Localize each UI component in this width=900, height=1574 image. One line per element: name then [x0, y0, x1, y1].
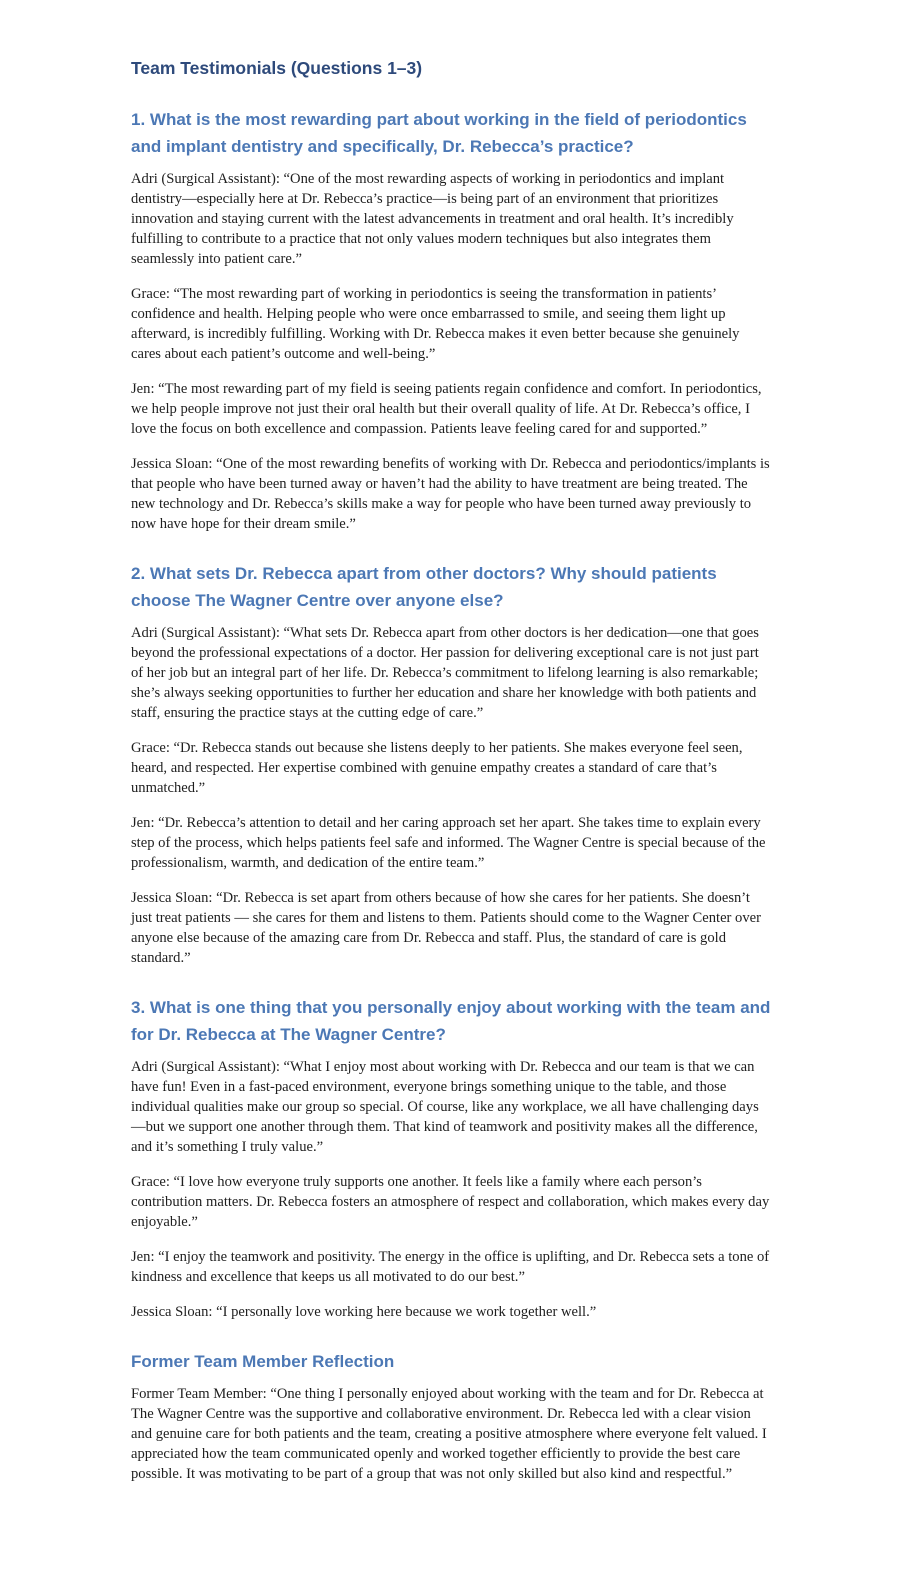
testimonial-paragraph: Adri (Surgical Assistant): “One of the most rewarding aspects of working in periodontics and implant dentistry—especially here at Dr. Rebecca’s practice—is being part of an environment that prioritizes innovation and staying current with the latest advancements in treatment and oral health. It’s incredibly fulfilling to contribute to a practice that not only values modern techniques but also integrates them seamlessly into patient care.” — [131, 171, 734, 267]
testimonial-paragraph: Former Team Member: “One thing I personally enjoyed about working with the team and for Dr. Rebecca at The Wagner Centre was the supportive and collaborative environment. Dr. Rebecca led with a clear vision and genuine care for both patients and the team, creating a positive atmosphere where everyone felt valued. I appreciated how the team communicated openly and worked together efficiently to provide the best care possible. It was motivating to be part of a group that was not only skilled but also kind and respectful.” — [131, 1386, 767, 1482]
testimonial-paragraph: Adri (Surgical Assistant): “What sets Dr. Rebecca apart from other doctors is her dedication—one that goes beyond the professional expectations of a doctor. Her passion for delivering exceptional care is not just part of her job but an integral part of her life. Dr. Rebecca’s commitment to lifelong learning is also remarkable; she’s always seeking opportunities to further her education and share her knowledge with both patients and staff, ensuring the practice stays at the cutting edge of care.” — [131, 625, 759, 721]
qa-section — [131, 1348, 771, 1484]
section-heading: Former Team Member Reflection — [131, 1352, 395, 1371]
testimonial-paragraph: Grace: “Dr. Rebecca stands out because she listens deeply to her patients. She makes everyone feel seen, heard, and respected. Her expertise combined with genuine empathy creates a standard of care that’s unmatched.” — [131, 740, 743, 796]
testimonial-paragraph: Jen: “I enjoy the teamwork and positivity. The energy in the office is uplifting, and Dr. Rebecca sets a tone of kindness and excellence that keeps us all motivated to do our best.” — [131, 1249, 770, 1285]
section-heading: 1. What is the most rewarding part about working in the field of periodontics and implant dentistry and specifically, Dr. Rebecca’s practice? — [131, 110, 747, 156]
testimonial-paragraph: Grace: “The most rewarding part of working in periodontics is seeing the transformation in patients’ confidence and health. Helping people who were once embarrassed to smile, and seeing them light up afterward, is incredibly fulfilling. Working with Dr. Rebecca makes it even better because she genuinely cares about each patient’s outcome and well-being.” — [131, 286, 740, 362]
document-title: Team Testimonials (Questions 1–3) — [131, 58, 423, 78]
qa-section — [131, 106, 771, 534]
qa-section — [131, 994, 771, 1322]
testimonial-paragraph: Adri (Surgical Assistant): “What I enjoy most about working with Dr. Rebecca and our team is that we can have fun! Even in a fast-paced environment, everyone brings something unique to the table, and those individual qualities make our group so special. Of course, like any workplace, we all have challenging days—but we support one another through them. That kind of teamwork and positivity makes all the difference, and it’s something I truly value.” — [131, 1059, 759, 1155]
qa-section — [131, 560, 771, 968]
testimonial-paragraph: Jessica Sloan: “One of the most rewarding benefits of working with Dr. Rebecca and periodontics/implants is that people who have been turned away or haven’t had the ability to have treatment are being treated. The new technology and Dr. Rebecca’s skills make a way for people who have been turned away previously to now have hope for their dream smile.” — [131, 456, 770, 532]
sections-container — [131, 106, 771, 1484]
section-heading: 3. What is one thing that you personally enjoy about working with the team and for Dr. Rebecca at The Wagner Centre? — [131, 998, 771, 1044]
testimonial-paragraph: Jen: “The most rewarding part of my field is seeing patients regain confidence and comfort. In periodontics, we help people improve not just their oral health but their overall quality of life. At Dr. Rebecca’s office, I love the focus on both excellence and compassion. Patients leave feeling cared for and supported.” — [131, 381, 762, 437]
testimonial-paragraph: Jessica Sloan: “Dr. Rebecca is set apart from others because of how she cares for her patients. She doesn’t just treat patients — she cares for them and listens to them. Patients should come to the Wagner Center over anyone else because of the amazing care from Dr. Rebecca and staff. Plus, the standard of care is gold standard.” — [131, 890, 761, 966]
section-heading: 2. What sets Dr. Rebecca apart from other doctors? Why should patients choose The Wagner Centre over anyone else? — [131, 564, 717, 610]
testimonial-paragraph: Jen: “Dr. Rebecca’s attention to detail and her caring approach set her apart. She takes time to explain every step of the process, which helps patients feel safe and informed. The Wagner Centre is special because of the professionalism, warmth, and dedication of the entire team.” — [131, 815, 766, 871]
testimonial-paragraph: Jessica Sloan: “I personally love working here because we work together well.” — [131, 1304, 597, 1320]
testimonial-paragraph: Grace: “I love how everyone truly supports one another. It feels like a family where each person’s contribution matters. Dr. Rebecca fosters an atmosphere of respect and collaboration, which makes every day enjoyable.” — [131, 1174, 770, 1230]
